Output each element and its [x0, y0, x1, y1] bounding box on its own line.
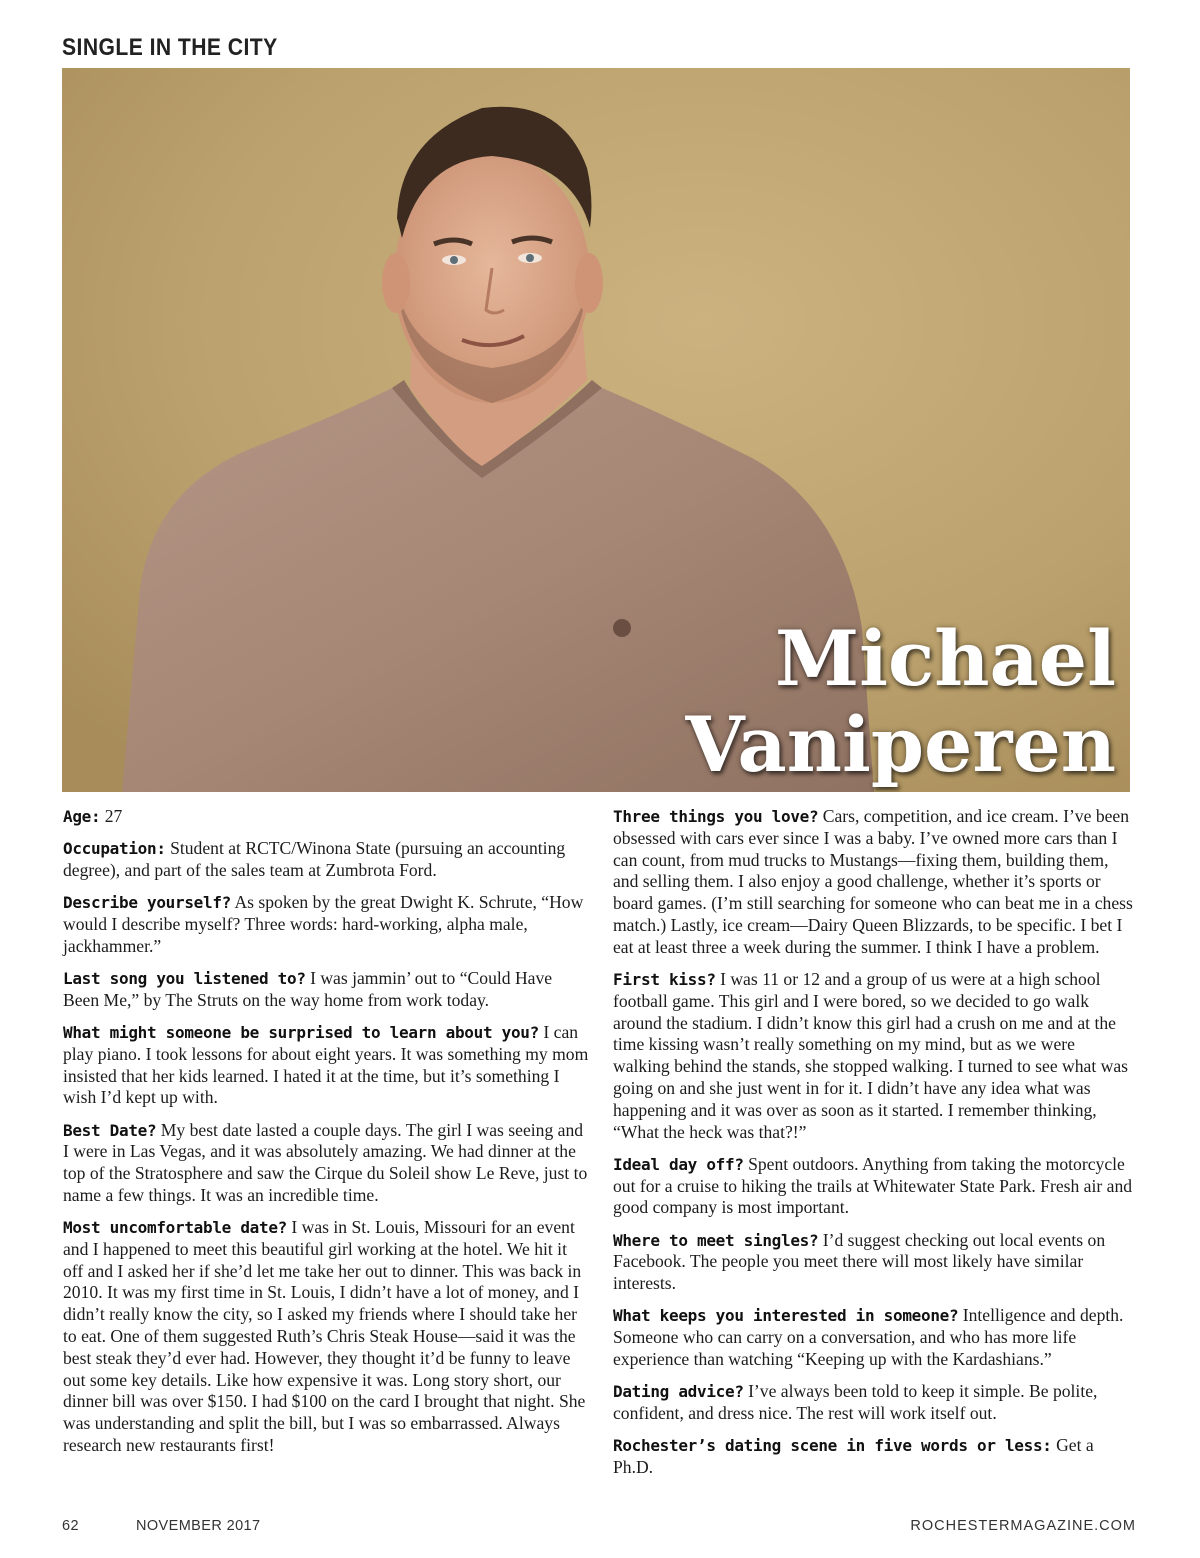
qa-last-song — [63, 968, 589, 1012]
question: Where to meet singles? — [613, 1230, 819, 1250]
answer: I was jammin’ out to “Could Have Been Me,” by The Struts on the way home from work today. — [63, 967, 553, 1010]
question: Rochester’s dating scene in five words or less: — [613, 1436, 1052, 1456]
qa-first-kiss — [613, 969, 1133, 1143]
qa-uncomfortable-date — [63, 1217, 589, 1457]
issue-date: NOVEMBER 2017 — [136, 1518, 261, 1534]
left-column — [63, 806, 589, 1467]
qa-three-things — [613, 806, 1133, 959]
headline-name — [685, 616, 1116, 788]
portrait-photo — [62, 68, 1130, 792]
question: Best Date? — [63, 1120, 157, 1140]
qa-age — [63, 806, 589, 828]
answer: I can play piano. I took lessons for about eight years. It was something my mom insisted that her kids learned. I hated it at the time, but it’s something I wish I’d kept up with. — [63, 1021, 589, 1108]
headline-last-name: Vaniperen — [685, 700, 1116, 789]
answer: As spoken by the great Dwight K. Schrute, “How would I describe myself? Three words: hard-working, alpha male, jackhammer.” — [63, 892, 584, 956]
question: Dating advice? — [613, 1382, 744, 1402]
headline-first-name: Michael — [775, 614, 1116, 703]
answer: I was in St. Louis, Missouri for an event and I happened to meet this beautiful girl working at the hotel. We hit it off and I asked her if she’d let me take her out to dinner. This was back in 2010. It was my first time in St. Louis, I didn’t have a lot of money, and I didn’t really know the city, so I asked my friends where I should take her to eat. One of them suggested Ruth’s Chris Steak House—said it was the best steak they’d ever had. However, they thought it’d be funny to leave out some key details. Like how expensive it was. Long story short, our dinner bill was over $150. I had $100 on the card I brought that night. She was understanding and split the bill, but I was so embarrassed. Always research new restaurants first! — [63, 1217, 586, 1456]
question: First kiss? — [613, 969, 716, 989]
answer: Spent outdoors. Anything from taking the motorcycle out for a cruise to hiking the trails at Whitewater State Park. Fresh air and good company is most important. — [613, 1153, 1133, 1218]
answer: Student at RCTC/Winona State (pursuing an accounting degree), and part of the sales team at Zumbrota Ford. — [63, 838, 566, 880]
website-url: ROCHESTERMAGAZINE.COM — [910, 1518, 1136, 1534]
question: Describe yourself? — [63, 893, 231, 913]
question: Last song you listened to? — [63, 968, 306, 988]
answer: Get a Ph.D. — [613, 1435, 1094, 1477]
qa-ideal-day-off — [613, 1154, 1133, 1219]
qa-describe-yourself — [63, 892, 589, 957]
qa-surprised — [63, 1022, 589, 1109]
question: What keeps you interested in someone? — [613, 1306, 959, 1326]
qa-best-date — [63, 1120, 589, 1207]
question: Three things you love? — [613, 807, 819, 826]
qa-dating-scene — [613, 1435, 1133, 1479]
page-number: 62 — [62, 1518, 79, 1534]
answer: Intelligence and depth. Someone who can carry on a conversation, and who has more life experience than watching “Keeping up with the Kardashians.” — [613, 1305, 1124, 1369]
right-column — [613, 806, 1133, 1489]
qa-occupation — [63, 838, 589, 882]
qa-meet-singles — [613, 1230, 1133, 1295]
answer: My best date lasted a couple days. The girl I was seeing and I were in Las Vegas, and it was absolutely amazing. We had dinner at the top of the Stratosphere and saw the Cirque du Soleil show Le Reve, just to name a few things. It was an incredible time. — [63, 1119, 588, 1205]
answer: 27 — [104, 806, 123, 826]
question: Ideal day off? — [613, 1154, 744, 1174]
answer: I’d suggest checking out local events on Facebook. The people you meet there will most likely have similar interests. — [613, 1229, 1106, 1294]
question: Most uncomfortable date? — [63, 1218, 287, 1238]
section-title: SINGLE IN THE CITY — [62, 34, 278, 61]
qa-dating-advice — [613, 1381, 1133, 1425]
question: What might someone be surprised to learn about you? — [63, 1022, 539, 1042]
answer: I was 11 or 12 and a group of us were at a high school football game. This girl and I were bored, so we decided to go walk around the stadium. I didn’t know this girl had a crush on me and at the time kissing wasn’t really something on my mind, but as we were walking behind the stands, she stopped walking. I turned to see what was going on and she just went in for it. I didn’t have any idea what was happening and it was over as soon as it started. I remember thinking, “What the heck was that?!” — [613, 968, 1129, 1142]
answer: I’ve always been told to keep it simple. Be polite, confident, and dress nice. The rest will work itself out. — [613, 1381, 1098, 1423]
qa-keeps-interested — [613, 1305, 1133, 1370]
question: Occupation: — [63, 839, 166, 859]
answer: Cars, competition, and ice cream. I’ve been obsessed with cars ever since I was a baby. I’ve owned more cars than I can count, from mud trucks to Mustangs—fixing them, building them, and selling them. I also enjoy a good challenge, whether it’s sports or board games. (I’m still searching for someone who can beat me in a chess match.) Lastly, ice cream—Dairy Queen Blizzards, to be specific. I bet I eat at least three a week during the summer. I think I have a problem. — [613, 806, 1133, 957]
question: Age: — [63, 807, 101, 826]
